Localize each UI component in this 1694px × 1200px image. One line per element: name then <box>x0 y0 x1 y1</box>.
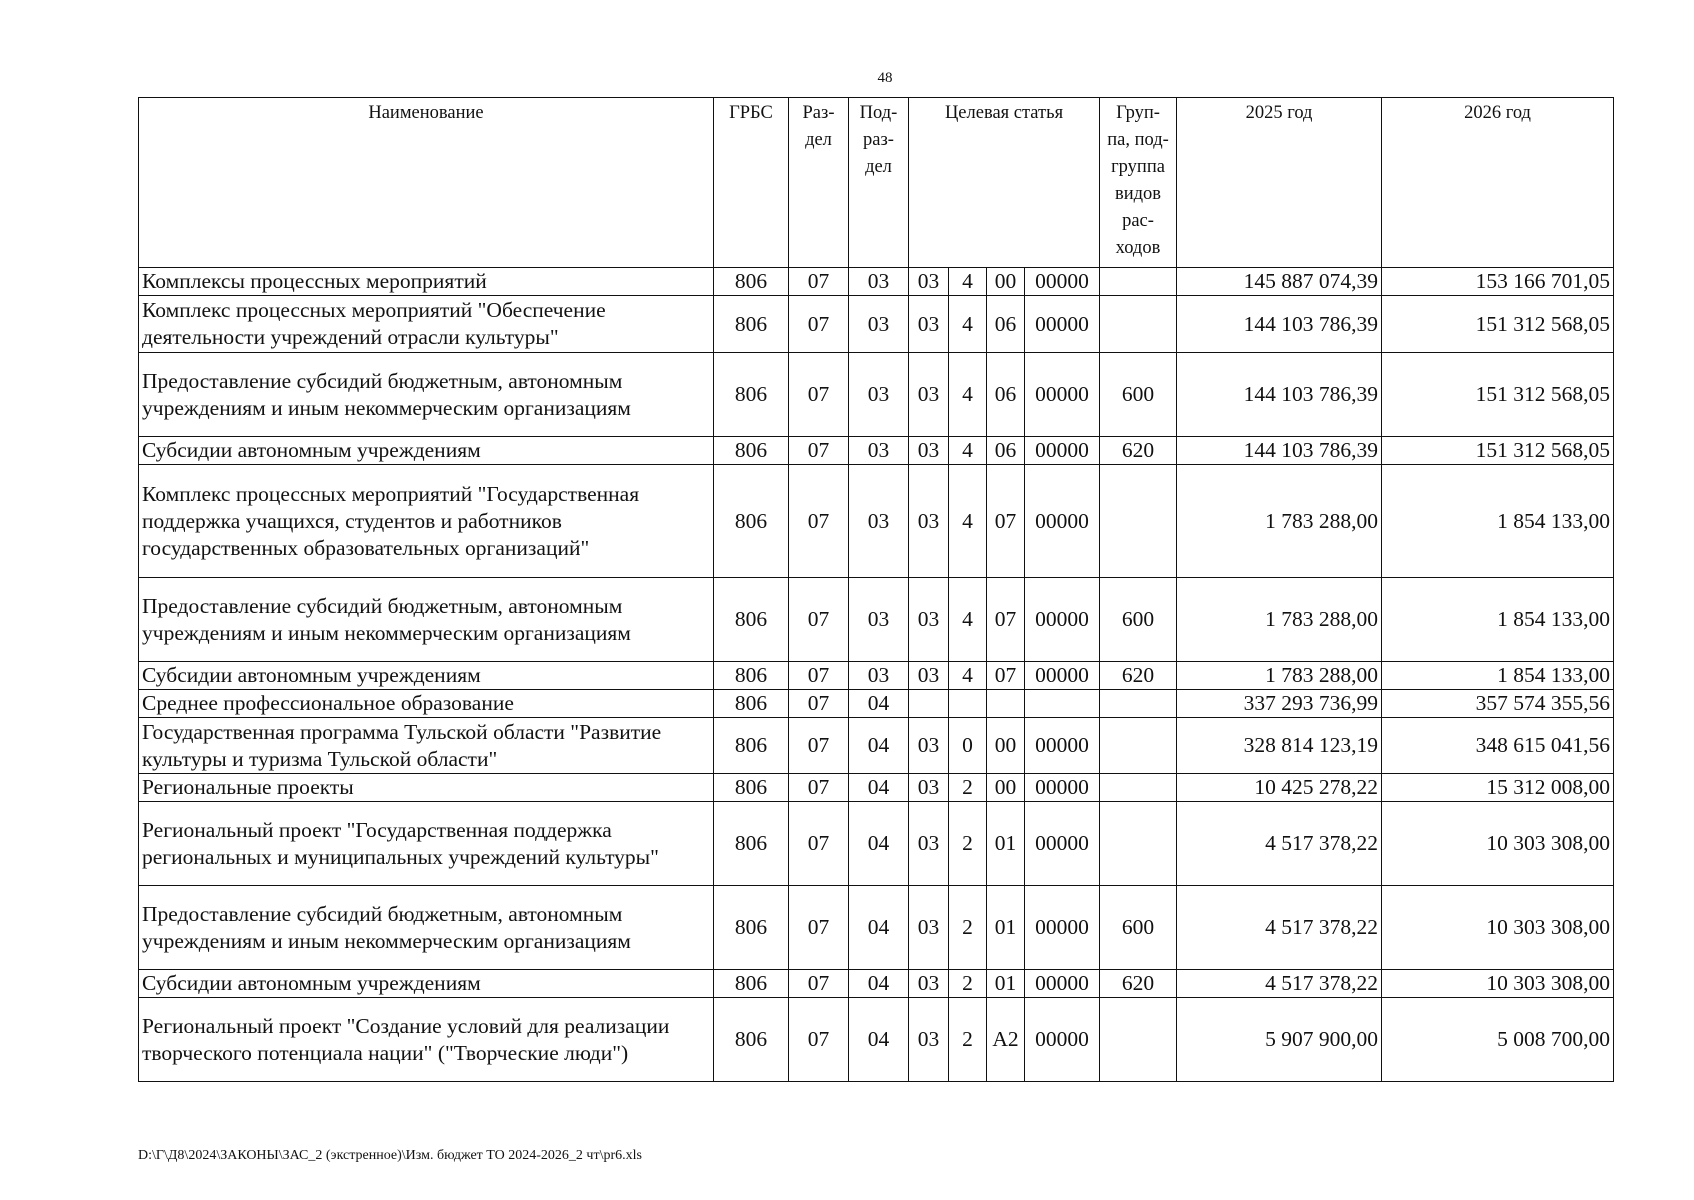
amount-2026-cell: 1 854 133,00 <box>1382 578 1614 662</box>
row-name: Субсидии автономным учреждениям <box>139 662 714 690</box>
amount-2025-cell: 337 293 736,99 <box>1177 690 1382 718</box>
target-part4-cell: 00000 <box>1025 465 1100 578</box>
amount-2025-cell: 144 103 786,39 <box>1177 437 1382 465</box>
amount-2025-cell: 10 425 278,22 <box>1177 774 1382 802</box>
expense-group-cell: 620 <box>1100 437 1177 465</box>
target-part4-cell: 00000 <box>1025 268 1100 296</box>
target-part3-cell: 00 <box>987 268 1025 296</box>
target-part1-cell: 03 <box>909 268 949 296</box>
target-part4-cell: 00000 <box>1025 296 1100 353</box>
razdel-cell: 07 <box>789 662 849 690</box>
row-name: Комплекс процессных мероприятий "Государственная поддержка учащихся, студентов и работников государственных образовательных организаций" <box>139 465 714 578</box>
target-part4-cell: 00000 <box>1025 998 1100 1082</box>
podrazdel-cell: 04 <box>849 718 909 774</box>
expense-group-cell <box>1100 718 1177 774</box>
razdel-cell: 07 <box>789 886 849 970</box>
target-part2-cell: 2 <box>949 774 987 802</box>
row-name: Комплекс процессных мероприятий "Обеспечение деятельности учреждений отрасли культуры" <box>139 296 714 353</box>
header-razdel: Раз- дел <box>789 98 849 268</box>
amount-2026-cell: 10 303 308,00 <box>1382 802 1614 886</box>
razdel-cell: 07 <box>789 802 849 886</box>
header-year-2026: 2026 год <box>1382 98 1614 268</box>
target-part2-cell: 2 <box>949 998 987 1082</box>
target-part4-cell: 00000 <box>1025 437 1100 465</box>
table-row <box>139 802 1614 886</box>
table-row <box>139 353 1614 437</box>
target-part4-cell: 00000 <box>1025 970 1100 998</box>
expense-group-cell <box>1100 465 1177 578</box>
amount-2026-cell: 10 303 308,00 <box>1382 886 1614 970</box>
target-part3-cell: 06 <box>987 437 1025 465</box>
grbs-cell: 806 <box>714 353 789 437</box>
table-row <box>139 774 1614 802</box>
target-part3-cell: 00 <box>987 718 1025 774</box>
target-part1-cell <box>909 690 949 718</box>
razdel-cell: 07 <box>789 465 849 578</box>
amount-2025-cell: 4 517 378,22 <box>1177 970 1382 998</box>
budget-table <box>138 97 1614 1082</box>
amount-2026-cell: 151 312 568,05 <box>1382 437 1614 465</box>
expense-group-cell <box>1100 774 1177 802</box>
target-part1-cell: 03 <box>909 718 949 774</box>
amount-2026-cell: 1 854 133,00 <box>1382 662 1614 690</box>
podrazdel-cell: 04 <box>849 802 909 886</box>
row-name: Региональные проекты <box>139 774 714 802</box>
row-name: Комплексы процессных мероприятий <box>139 268 714 296</box>
table-row <box>139 662 1614 690</box>
target-part1-cell: 03 <box>909 353 949 437</box>
expense-group-cell <box>1100 690 1177 718</box>
table-row <box>139 998 1614 1082</box>
table-row <box>139 718 1614 774</box>
target-part3-cell: 07 <box>987 465 1025 578</box>
header-expense-group: Груп- па, под- группа видов рас- ходов <box>1100 98 1177 268</box>
amount-2026-cell: 15 312 008,00 <box>1382 774 1614 802</box>
target-part2-cell: 4 <box>949 662 987 690</box>
target-part1-cell: 03 <box>909 296 949 353</box>
target-part4-cell: 00000 <box>1025 886 1100 970</box>
target-part2-cell: 4 <box>949 296 987 353</box>
expense-group-cell: 620 <box>1100 970 1177 998</box>
podrazdel-cell: 03 <box>849 578 909 662</box>
expense-group-cell <box>1100 268 1177 296</box>
razdel-cell: 07 <box>789 774 849 802</box>
razdel-cell: 07 <box>789 578 849 662</box>
file-path-footer: D:\Г\Д8\2024\ЗАКОНЫ\ЗАС_2 (экстренное)\Изм. бюджет ТО 2024-2026_2 чт\pr6.xls <box>138 1148 642 1163</box>
header-name: Наименование <box>139 98 714 268</box>
podrazdel-cell: 03 <box>849 353 909 437</box>
target-part3-cell: A2 <box>987 998 1025 1082</box>
amount-2025-cell: 5 907 900,00 <box>1177 998 1382 1082</box>
podrazdel-cell: 04 <box>849 774 909 802</box>
grbs-cell: 806 <box>714 662 789 690</box>
target-part4-cell: 00000 <box>1025 802 1100 886</box>
target-part4-cell: 00000 <box>1025 353 1100 437</box>
header-year-2025: 2025 год <box>1177 98 1382 268</box>
header-target-article: Целевая статья <box>909 98 1100 268</box>
row-name: Государственная программа Тульской области "Развитие культуры и туризма Тульской области" <box>139 718 714 774</box>
target-part3-cell: 06 <box>987 296 1025 353</box>
target-part1-cell: 03 <box>909 774 949 802</box>
razdel-cell: 07 <box>789 998 849 1082</box>
podrazdel-cell: 03 <box>849 662 909 690</box>
target-part4-cell: 00000 <box>1025 774 1100 802</box>
target-part3-cell: 06 <box>987 353 1025 437</box>
grbs-cell: 806 <box>714 718 789 774</box>
expense-group-cell <box>1100 296 1177 353</box>
podrazdel-cell: 03 <box>849 268 909 296</box>
target-part3-cell: 07 <box>987 578 1025 662</box>
amount-2026-cell: 10 303 308,00 <box>1382 970 1614 998</box>
table-row <box>139 578 1614 662</box>
grbs-cell: 806 <box>714 690 789 718</box>
target-part3-cell <box>987 690 1025 718</box>
table-row <box>139 268 1614 296</box>
podrazdel-cell: 04 <box>849 970 909 998</box>
header-podrazdel: Под- раз- дел <box>849 98 909 268</box>
target-part2-cell: 4 <box>949 465 987 578</box>
target-part1-cell: 03 <box>909 578 949 662</box>
target-part2-cell: 2 <box>949 970 987 998</box>
amount-2026-cell: 151 312 568,05 <box>1382 353 1614 437</box>
target-part1-cell: 03 <box>909 465 949 578</box>
target-part2-cell: 0 <box>949 718 987 774</box>
razdel-cell: 07 <box>789 437 849 465</box>
row-name: Предоставление субсидий бюджетным, автономным учреждениям и иным некоммерческим организациям <box>139 578 714 662</box>
target-part1-cell: 03 <box>909 662 949 690</box>
expense-group-cell: 620 <box>1100 662 1177 690</box>
target-part2-cell: 4 <box>949 578 987 662</box>
razdel-cell: 07 <box>789 353 849 437</box>
table-row <box>139 465 1614 578</box>
razdel-cell: 07 <box>789 718 849 774</box>
target-part3-cell: 01 <box>987 970 1025 998</box>
target-part4-cell: 00000 <box>1025 662 1100 690</box>
razdel-cell: 07 <box>789 268 849 296</box>
razdel-cell: 07 <box>789 970 849 998</box>
target-part3-cell: 01 <box>987 886 1025 970</box>
expense-group-cell <box>1100 998 1177 1082</box>
expense-group-cell: 600 <box>1100 578 1177 662</box>
amount-2026-cell: 151 312 568,05 <box>1382 296 1614 353</box>
grbs-cell: 806 <box>714 296 789 353</box>
amount-2025-cell: 145 887 074,39 <box>1177 268 1382 296</box>
razdel-cell: 07 <box>789 296 849 353</box>
amount-2025-cell: 1 783 288,00 <box>1177 578 1382 662</box>
target-part2-cell: 4 <box>949 268 987 296</box>
expense-group-cell: 600 <box>1100 353 1177 437</box>
expense-group-cell: 600 <box>1100 886 1177 970</box>
target-part1-cell: 03 <box>909 970 949 998</box>
target-part3-cell: 07 <box>987 662 1025 690</box>
target-part4-cell: 00000 <box>1025 718 1100 774</box>
amount-2025-cell: 144 103 786,39 <box>1177 353 1382 437</box>
expense-group-cell <box>1100 802 1177 886</box>
table-row <box>139 886 1614 970</box>
row-name: Субсидии автономным учреждениям <box>139 437 714 465</box>
grbs-cell: 806 <box>714 774 789 802</box>
row-name: Предоставление субсидий бюджетным, автономным учреждениям и иным некоммерческим организациям <box>139 353 714 437</box>
table-row <box>139 690 1614 718</box>
podrazdel-cell: 03 <box>849 296 909 353</box>
grbs-cell: 806 <box>714 998 789 1082</box>
amount-2025-cell: 144 103 786,39 <box>1177 296 1382 353</box>
razdel-cell: 07 <box>789 690 849 718</box>
grbs-cell: 806 <box>714 465 789 578</box>
amount-2026-cell: 1 854 133,00 <box>1382 465 1614 578</box>
amount-2025-cell: 328 814 123,19 <box>1177 718 1382 774</box>
row-name: Предоставление субсидий бюджетным, автономным учреждениям и иным некоммерческим организациям <box>139 886 714 970</box>
row-name: Региональный проект "Государственная поддержка региональных и муниципальных учреждений культуры" <box>139 802 714 886</box>
amount-2026-cell: 153 166 701,05 <box>1382 268 1614 296</box>
podrazdel-cell: 04 <box>849 998 909 1082</box>
target-part3-cell: 01 <box>987 802 1025 886</box>
grbs-cell: 806 <box>714 268 789 296</box>
target-part2-cell <box>949 690 987 718</box>
row-name: Среднее профессиональное образование <box>139 690 714 718</box>
grbs-cell: 806 <box>714 970 789 998</box>
target-part4-cell: 00000 <box>1025 578 1100 662</box>
grbs-cell: 806 <box>714 437 789 465</box>
grbs-cell: 806 <box>714 802 789 886</box>
amount-2026-cell: 348 615 041,56 <box>1382 718 1614 774</box>
target-part2-cell: 2 <box>949 886 987 970</box>
podrazdel-cell: 04 <box>849 886 909 970</box>
table-row <box>139 437 1614 465</box>
amount-2025-cell: 1 783 288,00 <box>1177 465 1382 578</box>
target-part1-cell: 03 <box>909 802 949 886</box>
podrazdel-cell: 03 <box>849 437 909 465</box>
amount-2025-cell: 4 517 378,22 <box>1177 802 1382 886</box>
target-part2-cell: 2 <box>949 802 987 886</box>
header-grbs: ГРБС <box>714 98 789 268</box>
target-part4-cell <box>1025 690 1100 718</box>
table-row <box>139 296 1614 353</box>
header-row <box>139 98 1614 268</box>
target-part1-cell: 03 <box>909 998 949 1082</box>
row-name: Субсидии автономным учреждениям <box>139 970 714 998</box>
amount-2025-cell: 4 517 378,22 <box>1177 886 1382 970</box>
grbs-cell: 806 <box>714 578 789 662</box>
page-number: 48 <box>877 70 893 86</box>
target-part2-cell: 4 <box>949 353 987 437</box>
target-part3-cell: 00 <box>987 774 1025 802</box>
grbs-cell: 806 <box>714 886 789 970</box>
amount-2026-cell: 5 008 700,00 <box>1382 998 1614 1082</box>
row-name: Региональный проект "Создание условий для реализации творческого потенциала нации" ("Творческие люди") <box>139 998 714 1082</box>
podrazdel-cell: 04 <box>849 690 909 718</box>
target-part1-cell: 03 <box>909 886 949 970</box>
target-part2-cell: 4 <box>949 437 987 465</box>
amount-2026-cell: 357 574 355,56 <box>1382 690 1614 718</box>
target-part1-cell: 03 <box>909 437 949 465</box>
podrazdel-cell: 03 <box>849 465 909 578</box>
amount-2025-cell: 1 783 288,00 <box>1177 662 1382 690</box>
table-row <box>139 970 1614 998</box>
